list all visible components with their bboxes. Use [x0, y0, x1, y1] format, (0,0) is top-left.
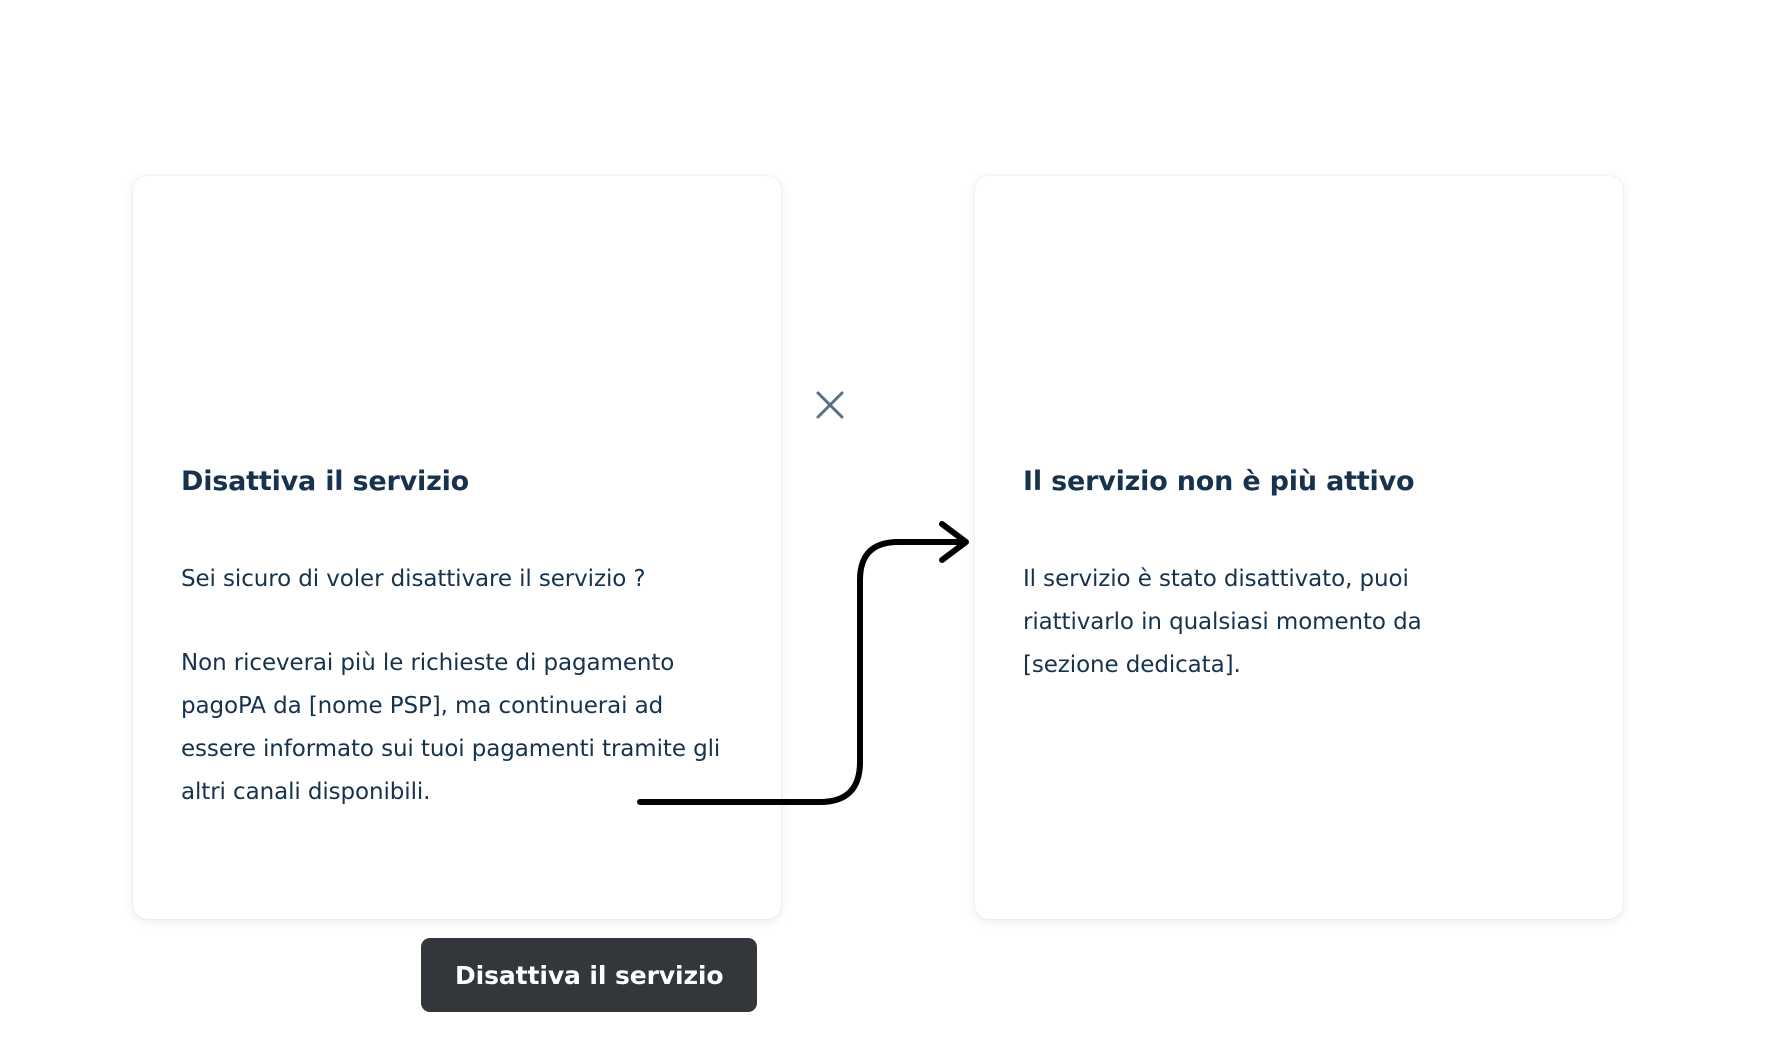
- confirm-dialog-title: Disattiva il servizio: [181, 466, 470, 497]
- result-dialog-title: Il servizio non è più attivo: [1023, 466, 1415, 497]
- confirm-dialog-description: Non riceverai più le richieste di pagamento pagoPA da [nome PSP], ma continuerai ad essere informato sui tuoi pagamenti tramite gli altri canali disponibili.: [181, 650, 721, 805]
- result-dialog-description: Il servizio è stato disattivato, puoi riattivarlo in qualsiasi momento da [sezione dedicata].: [1023, 566, 1422, 678]
- disattiva-il-servizio-button[interactable]: Disattiva il servizio: [421, 938, 757, 1012]
- result-dialog-card: [975, 176, 1623, 919]
- confirm-dialog-card: [133, 176, 781, 990]
- confirm-dialog-question: Sei sicuro di voler disattivare il servizio ?: [181, 566, 646, 592]
- close-icon[interactable]: [813, 388, 847, 422]
